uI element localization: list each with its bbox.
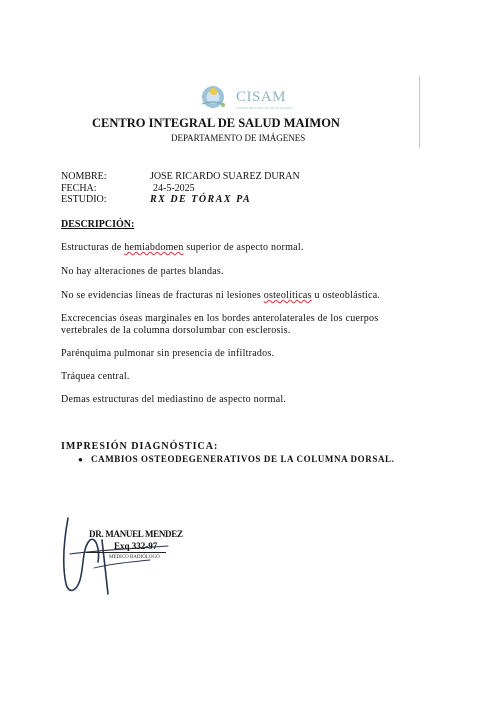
name-value: JOSE RICARDO SUAREZ DURAN: [150, 171, 300, 182]
description-heading: DESCRIPCIÓN:: [61, 219, 135, 230]
description-paragraph: Estructuras de hemiabdomen superior de aspecto normal.: [61, 242, 304, 253]
doctor-name: DR. MANUEL MENDEZ: [89, 529, 183, 539]
org-title: CENTRO INTEGRAL DE SALUD MAIMON: [92, 116, 340, 130]
spellcheck-mark: hemiabdomen: [124, 242, 184, 253]
impression-heading: IMPRESIÓN DIAGNÓSTICA:: [61, 441, 219, 452]
bullet-icon: ●: [78, 455, 83, 464]
signature-line: [86, 552, 166, 553]
description-paragraph: Demas estructuras del mediastino de aspecto normal.: [61, 394, 287, 405]
description-paragraph: Tráquea central.: [61, 371, 130, 382]
description-paragraph: Excrecencias óseas marginales en los bordes anterolaterales de los cuerpos vertebrales de la columna dorsolumbar con esclerosis.: [61, 313, 379, 336]
date-label: FECHA:: [61, 183, 97, 194]
logo-subtext: CENTRO INTEGRAL DE SALUD MAIMON: [236, 106, 293, 110]
impression-item: CAMBIOS OSTEODEGENERATIVOS DE LA COLUMNA DORSAL.: [91, 454, 395, 464]
margin-divider: [419, 76, 420, 148]
description-paragraph: No hay alteraciones de partes blandas.: [61, 266, 224, 277]
doctor-exequatur: Exq 332-97: [114, 541, 158, 551]
department-title: DEPARTAMENTO DE IMÁGENES: [171, 133, 306, 143]
date-value: 24-5-2025: [153, 183, 195, 194]
doctor-role: MÉDICO RADIÓLOGO: [109, 555, 160, 560]
logo-text: CISAM: [236, 89, 287, 105]
description-paragraph: Parénquima pulmonar sin presencia de infiltrados.: [61, 348, 275, 359]
name-label: NOMBRE:: [61, 171, 107, 182]
study-label: ESTUDIO:: [61, 194, 107, 205]
description-paragraph: No se evidencias líneas de fracturas ni lesiones osteolíticas u osteoblástica.: [61, 290, 381, 301]
study-value: RX DE TÓRAX PA: [150, 194, 252, 205]
spellcheck-mark: osteolíticas: [263, 290, 312, 301]
